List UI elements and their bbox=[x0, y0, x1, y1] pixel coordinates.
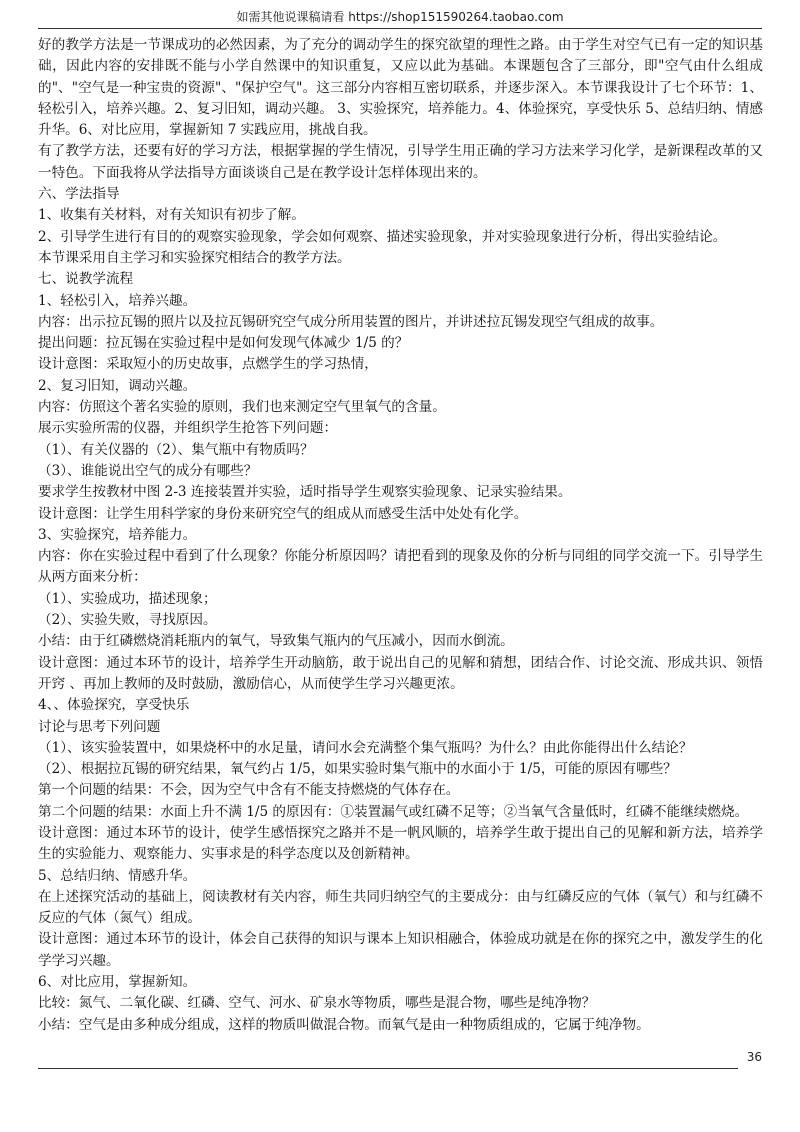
footer-divider bbox=[38, 1068, 738, 1069]
document-body bbox=[38, 35, 763, 1036]
paragraph: 4、、体验探究，享受快乐 bbox=[38, 697, 190, 714]
paragraph: （1）、有关仪器的（2）、集气瓶中有物质吗？ bbox=[38, 441, 314, 458]
paragraph: 有了教学方法，还要有好的学习方法，根据掌握的学生情况，引导学生用正确的学习方法来学习化学，是新课程改革的又一特色。下面我将从学法指导方面谈谈自己是在教学设计怎样体现出来的。 bbox=[38, 143, 763, 181]
paragraph: （2）、实验失败，寻找原因。 bbox=[38, 612, 217, 629]
paragraph: 1、收集有关材料，对有关知识有初步了解。 bbox=[38, 207, 305, 224]
paragraph: 3、实验探究，培养能力。 bbox=[38, 526, 197, 543]
header-divider bbox=[38, 28, 762, 29]
paragraph: 内容：出示拉瓦锡的照片以及拉瓦锡研究空气成分所用装置的图片，并讲述拉瓦锡发现空气组成的故事。 bbox=[38, 313, 664, 330]
paragraph: 第一个问题的结果：不会，因为空气中含有不能支持燃烧的气体存在。 bbox=[38, 782, 460, 799]
paragraph: 六、学法指导 bbox=[38, 186, 120, 203]
paragraph: 设计意图：让学生用科学家的身份来研究空气的组成从而感受生活中处处有化学。 bbox=[38, 505, 528, 522]
paragraph: 比较：氮气、二氧化碳、红磷、空气、河水、矿泉水等物质，哪些是混合物，哪些是纯净物？ bbox=[38, 995, 596, 1012]
paragraph: （3）、谁能说出空气的成分有哪些？ bbox=[38, 462, 258, 479]
paragraph: 5、总结归纳、情感升华。 bbox=[38, 867, 197, 884]
paragraph: 在上述探究活动的基础上，阅读教材有关内容，师生共同归纳空气的主要成分：由与红磷反应的气体（氧气）和与红磷不反应的气体（氮气）组成。 bbox=[38, 888, 763, 927]
paragraph: 设计意图：通过本环节的设计，使学生感悟探究之路并不是一帆风顺的，培养学生敢于提出自己的见解和新方法，培养学生的实验能力、观察能力、实事求是的科学态度以及创新精神。 bbox=[38, 824, 763, 863]
paragraph: 提出问题：拉瓦锡在实验过程中是如何发现气体减少 1/5 的？ bbox=[38, 335, 409, 352]
paragraph: 设计意图：通过本环节的设计，体会自己获得的知识与课本上知识相融合，体验成功就是在你的探究之中，激发学生的化学学习兴趣。 bbox=[38, 931, 763, 969]
paragraph: （2）、根据拉瓦锡的研究结果，氧气约占 1/5，如果实验时集气瓶中的水面小于 1/5，可能的原因有哪些？ bbox=[38, 761, 677, 778]
paragraph: 2、复习旧知，调动兴趣。 bbox=[38, 377, 197, 394]
paragraph: （1）、实验成功，描述现象； bbox=[38, 590, 217, 607]
paragraph: 2、引导学生进行有目的的观察实验现象，学会如何观察、描述实验现象，并对实验现象进行分析，得出实验结论。 bbox=[38, 228, 727, 245]
paragraph: 6、对比应用，掌握新知。 bbox=[38, 974, 197, 991]
paragraph: 讨论与思考下列问题 bbox=[38, 718, 161, 735]
page-number: 36 bbox=[746, 1050, 762, 1064]
paragraph: 第二个问题的结果：水面上升不满 1/5 的原因有：①装置漏气或红磷不足等；②当氧气含量低时，红磷不能继续燃烧。 bbox=[38, 803, 749, 820]
paragraph: （1）、该实验装置中，如果烧杯中的水足量，请问水会充满整个集气瓶吗？为什么？由此你能得出什么结论？ bbox=[38, 739, 693, 756]
paragraph: 要求学生按教材中图 2-3 连接装置并实验，适时指导学生观察实验现象、记录实验结果。 bbox=[38, 484, 572, 501]
paragraph: 好的教学方法是一节课成功的必然因素，为了充分的调动学生的探究欲望的理性之路。由于学生对空气已有一定的知识基础，因此内容的安排既不能与小学自然课中的知识重复，又应以此为基础。本课题包含了三部分，即"空气由什么组成的"、"空气是一种宝贵的资源"、"保护空气"。这三部分内容相互密切联系，并逐步深入。本节课我设计了七个环节：1、轻松引入，培养兴趣。2、复习旧知，调动兴趣。 3、实验探究，培养能力。4、体验探究，享受快乐 5、总结归纳、情感升华。6、对比应用，掌握新知 7 实践应用，挑战自我。 bbox=[38, 37, 763, 139]
paragraph: 小结：空气是由多种成分组成，这样的物质叫做混合物。而氧气是由一种物质组成的，它属于纯净物。 bbox=[38, 1016, 650, 1033]
page-header: 如需其他说课稿请看 https://shop151590264.taobao.com bbox=[236, 10, 564, 24]
paragraph: 1、轻松引入，培养兴趣。 bbox=[38, 292, 197, 309]
paragraph: 七、说教学流程 bbox=[38, 271, 134, 288]
paragraph: 本节课采用自主学习和实验探究相结合的教学方法。 bbox=[38, 249, 351, 266]
paragraph: 设计意图：通过本环节的设计，培养学生开动脑筋，敢于说出自己的见解和猜想，团结合作、讨论交流、形成共识、领悟开窍 、再加上教师的及时鼓励，激励信心，从而使学生学习兴趣更浓。 bbox=[38, 654, 763, 692]
paragraph: 设计意图：采取短小的历史故事，点燃学生的学习热情， bbox=[38, 356, 378, 373]
paragraph: 内容：你在实验过程中看到了什么现象？你能分析原因吗？请把看到的现象及你的分析与同组的同学交流一下。引导学生从两方面来分析： bbox=[38, 548, 763, 586]
paragraph: 小结：由于红磷燃烧消耗瓶内的氧气，导致集气瓶内的气压减小，因而水倒流。 bbox=[38, 633, 514, 650]
paragraph: 展示实验所需的仪器，并组织学生抢答下列问题： bbox=[38, 420, 338, 437]
paragraph: 内容：仿照这个著名实验的原则，我们也来测定空气里氧气的含量。 bbox=[38, 399, 446, 416]
